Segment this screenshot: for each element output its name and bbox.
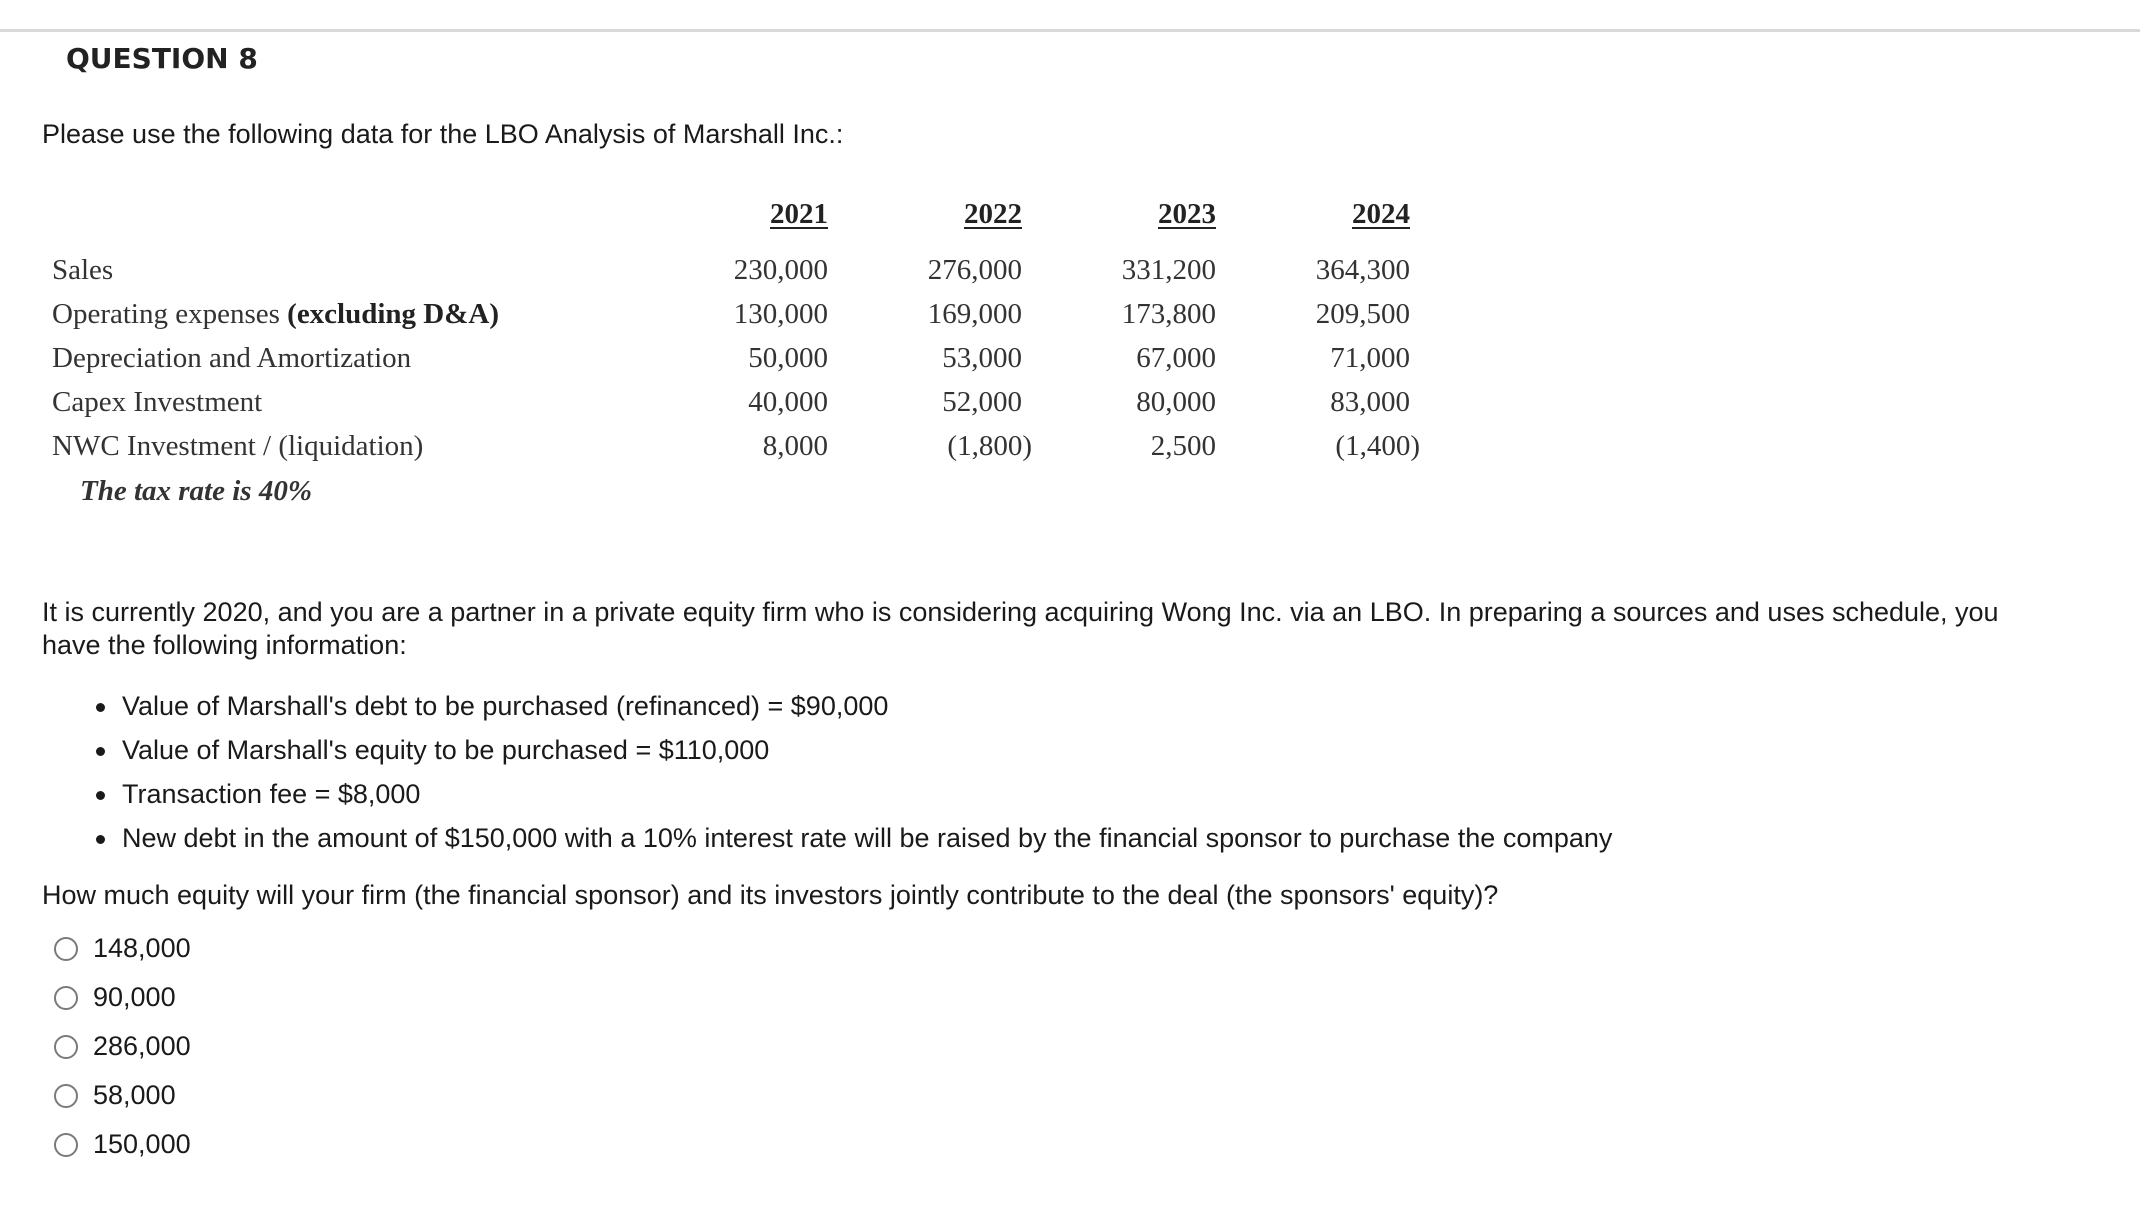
option-label[interactable]: 90,000 <box>93 982 176 1012</box>
scenario-text: It is currently 2020, and you are a partner in a private equity firm who is considering acquiring Wong Inc. via an LBO. In preparing a sources and uses schedule, you have the following information: <box>42 597 1999 660</box>
year-header: 2024 <box>1352 198 1410 230</box>
table-row <box>52 342 1452 386</box>
list-item: Value of Marshall's equity to be purchased = $110,000 <box>96 732 1612 776</box>
table-cell: 50,000 <box>748 342 828 374</box>
question-title: QUESTION 8 <box>66 42 258 75</box>
question-prompt: How much equity will your firm (the financial sponsor) and its investors jointly contribute to the deal (the sponsors' equity)? <box>42 880 1499 910</box>
table-cell: 130,000 <box>733 298 828 330</box>
row-label: Capex Investment <box>52 386 263 418</box>
table-cell: 276,000 <box>927 254 1022 286</box>
option-label[interactable]: 58,000 <box>93 1080 176 1110</box>
year-header: 2021 <box>770 198 828 230</box>
table-cell: 230,000 <box>733 254 828 286</box>
table-cell: 53,000 <box>942 342 1022 374</box>
table-row <box>52 298 1452 342</box>
table-cell: 52,000 <box>942 386 1022 418</box>
table-cell: 83,000 <box>1330 386 1410 418</box>
table-row <box>52 430 1452 474</box>
table-cell: 80,000 <box>1136 386 1216 418</box>
radio-button[interactable] <box>54 937 78 961</box>
table-cell: 209,500 <box>1315 298 1410 330</box>
radio-button[interactable] <box>54 1133 78 1157</box>
answer-option[interactable] <box>54 973 191 1022</box>
list-item: Transaction fee = $8,000 <box>96 776 1612 820</box>
row-label: NWC Investment / (liquidation) <box>52 430 424 462</box>
table-cell: (1,800) <box>947 430 1032 462</box>
row-label: Sales <box>52 254 114 286</box>
table-cell: 169,000 <box>927 298 1022 330</box>
answer-option[interactable] <box>54 924 191 973</box>
table-cell: 364,300 <box>1315 254 1410 286</box>
table-cell: 67,000 <box>1136 342 1216 374</box>
table-row <box>52 254 1452 298</box>
question-intro: Please use the following data for the LBO Analysis of Marshall Inc.: <box>42 119 844 149</box>
row-label: Depreciation and Amortization <box>52 342 412 374</box>
answer-options <box>54 924 191 1169</box>
answer-option[interactable] <box>54 1022 191 1071</box>
year-header: 2023 <box>1158 198 1216 230</box>
table-cell: 331,200 <box>1121 254 1216 286</box>
table-cell: 71,000 <box>1330 342 1410 374</box>
option-label[interactable]: 150,000 <box>93 1129 191 1159</box>
table-row <box>52 386 1452 430</box>
list-item: Value of Marshall's debt to be purchased (refinanced) = $90,000 <box>96 688 1612 732</box>
row-label: Operating expenses (excluding D&A) <box>52 298 500 330</box>
radio-button[interactable] <box>54 986 78 1010</box>
year-header: 2022 <box>964 198 1022 230</box>
info-list <box>96 688 1612 864</box>
top-divider <box>0 29 2140 32</box>
table-cell: (1,400) <box>1335 430 1420 462</box>
table-cell: 173,800 <box>1121 298 1216 330</box>
table-cell: 2,500 <box>1150 430 1216 462</box>
list-item: New debt in the amount of $150,000 with a 10% interest rate will be raised by the financial sponsor to purchase the company <box>96 820 1612 864</box>
table-cell: 40,000 <box>748 386 828 418</box>
tax-rate-note: The tax rate is 40% <box>80 475 312 507</box>
table-cell: 8,000 <box>762 430 828 462</box>
radio-button[interactable] <box>54 1084 78 1108</box>
answer-option[interactable] <box>54 1071 191 1120</box>
option-label[interactable]: 148,000 <box>93 933 191 963</box>
answer-option[interactable] <box>54 1120 191 1169</box>
radio-button[interactable] <box>54 1035 78 1059</box>
option-label[interactable]: 286,000 <box>93 1031 191 1061</box>
